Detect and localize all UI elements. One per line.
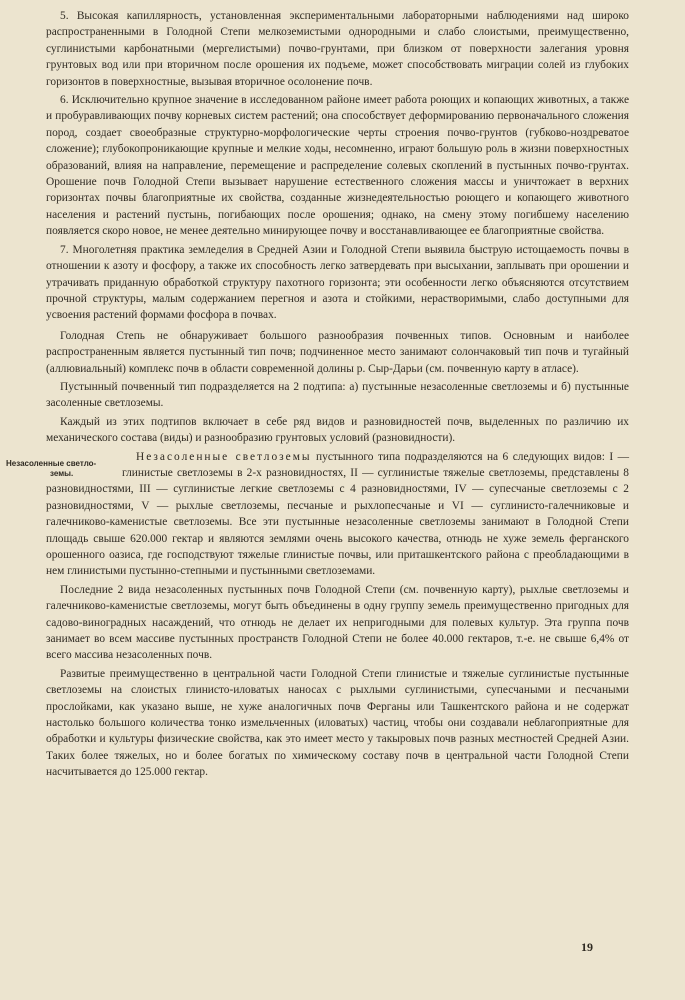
paragraph-lead-spaced: Незасоленные светлоземы — [136, 450, 312, 463]
paragraph-subtypes: Пустынный почвенный тип подразделяется на 2 подтипа: а) пустынные незасоленные светлоземы и б) пустынные засоленные светлоземы. — [46, 380, 629, 410]
paragraph-6: 6. Исключительно крупное значение в исследованном районе имеет работа роющих и копающих животных, а также и пробуравливающих почву корневых систем растений; она способствует деформированию первоначального сложения пород, создает своеобразные структурно-морфологические черты строения почво-грунтов (губково-ноздреватое сложение); глубокопроникающие крупные и мелкие ходы, несомненно, играют большую роль в жизни поверхностных образований, влияя на направление, перемещение и распределение солевых скоплений в пустынных почво-грунтах. Орошение почв Голодной Степи вызывает нарушение естественного сложения массы и уничтожает в верхних горизонтах почвы благоприятные их свойства, созданные жизнедеятельностью роющего и копающего животного населения и растений пустынь, погибающих после орошения; однако, на смену этому погибшему населению появляется скоро новое, не менее деятельно минирующее почву и восстанавливающее ее благоприятные свойства. — [46, 94, 629, 238]
paragraph-last-two-types: Последние 2 вида незасоленных пустынных почв Голодной Степи (см. почвенную карту), рыхлые светлоземы и галечниково-каменистые светлоземы, могут быть объединены в одну группу земель преимущественно пригодных для садово-виноградных насаждений, что отнюдь не делает их непригодными для полевых культур. Эта группа почв занимает во всем массиве пустынных пространств Голодной Степи не более 40.000 гектаров, т.-е. не свыше 6,4% от всего массива незасоленных почв. — [46, 583, 629, 662]
paragraph-unsalted-body: пустынного типа подразделяются на 6 следующих видов: I — глинистые светлоземы в 2-х разновидностях, II — суглинистые тяжелые светлоземы, представлены 8 разновидностями, III — суглинистые легкие светлоземы с 4 разновидностями, IV — супесчаные светлоземы с 2 разновидностями, V — рыхлые светлоземы, песчаные и рыхлопесчаные и VI — суглинисто-галечниковые и галечниково-каменистые светлоземы. Все эти пустынные незасоленные светлоземы занимают в Голодной Степи площадь свыше 620.000 гектар и являются землями очень высокого качества, отнюдь не хуже земель ферганского орошенного оазиса, где господствуют тяжелые глинистые почвы, или приташкентского района с преобладающими в нем глинистыми пустынно-степными и пустынными светлоземами. — [46, 450, 629, 578]
paragraph-varieties: Каждый из этих подтипов включает в себе ряд видов и разновидностей почв, выделенных по различию их механического состава (виды) и разнообразию грунтовых условий (разновидности). — [46, 415, 629, 445]
paragraph-unsalted-soils — [6, 449, 629, 580]
page-number: 19 — [581, 940, 593, 954]
margin-note-line2: земы. — [50, 468, 74, 478]
margin-note-line1: Незасоленные светло- — [6, 458, 97, 468]
paragraph-soil-types: Голодная Степь не обнаруживает большого разнообразия почвенных типов. Основным и наиболее распространенным является пустынный тип почв; подчиненное место занимают солончаковый тип почв и тугайный (аллювиальный) комплекс почв в области современной долины р. Сыр-Дарьи (см. почвенную карту в атласе). — [46, 329, 629, 375]
body-text — [6, 8, 629, 783]
paragraph-7: 7. Многолетняя практика земледелия в Средней Азии и Голодной Степи выявила быструю истощаемость почвы в отношении к азоту и фосфору, а также их способность легко затвердевать при высыхании, заплывать при орошении и утрачивать приданную обработкой структуру пахотного горизонта; эти особенности легко объясняются отсутствием прочной структуры, малым содержанием перегноя и азота и стойкими, нерастворимыми, слабо доступными для усвоения растений формами фосфора в почвах. — [46, 243, 629, 322]
margin-note — [6, 449, 112, 479]
paragraph-5: 5. Высокая капиллярность, установленная экспериментальными лабораторными наблюдениями над широко распространенными в Голодной Степи мелкоземистыми однородными и слабо слоистыми, преимущественно, суглинистыми карбонатными (мергелистыми) почво-грунтами, при близком от поверхности залегания уровня грунтовых вод или при вторичном после орошения их подъеме, может способствовать миграции солей из глубоких горизонтов в поверхностные, вызывая вторичное осолонение почв. — [46, 10, 629, 88]
paragraph-central-steppe: Развитые преимущественно в центральной части Голодной Степи глинистые и тяжелые суглинистые пустынные светлоземы на слоистых глинисто-иловатых наносах с рыхлыми суглинистыми, супесчаными и песчаными прослойками, как указано выше, не хуже аналогичных почв Ферганы или Ташкентского района и не содержат настолько большого количества тонко измельченных (иловатых) частиц, чтобы они создавали неблагоприятные для обработки и культуры физические свойства, как это имеет место у такыровых почв разных местностей Средней Азии. Таких более тяжелых, но и более богатых по химическому составу почв в центральной части Голодной Степи насчитывается до 125.000 гектар. — [46, 667, 629, 779]
